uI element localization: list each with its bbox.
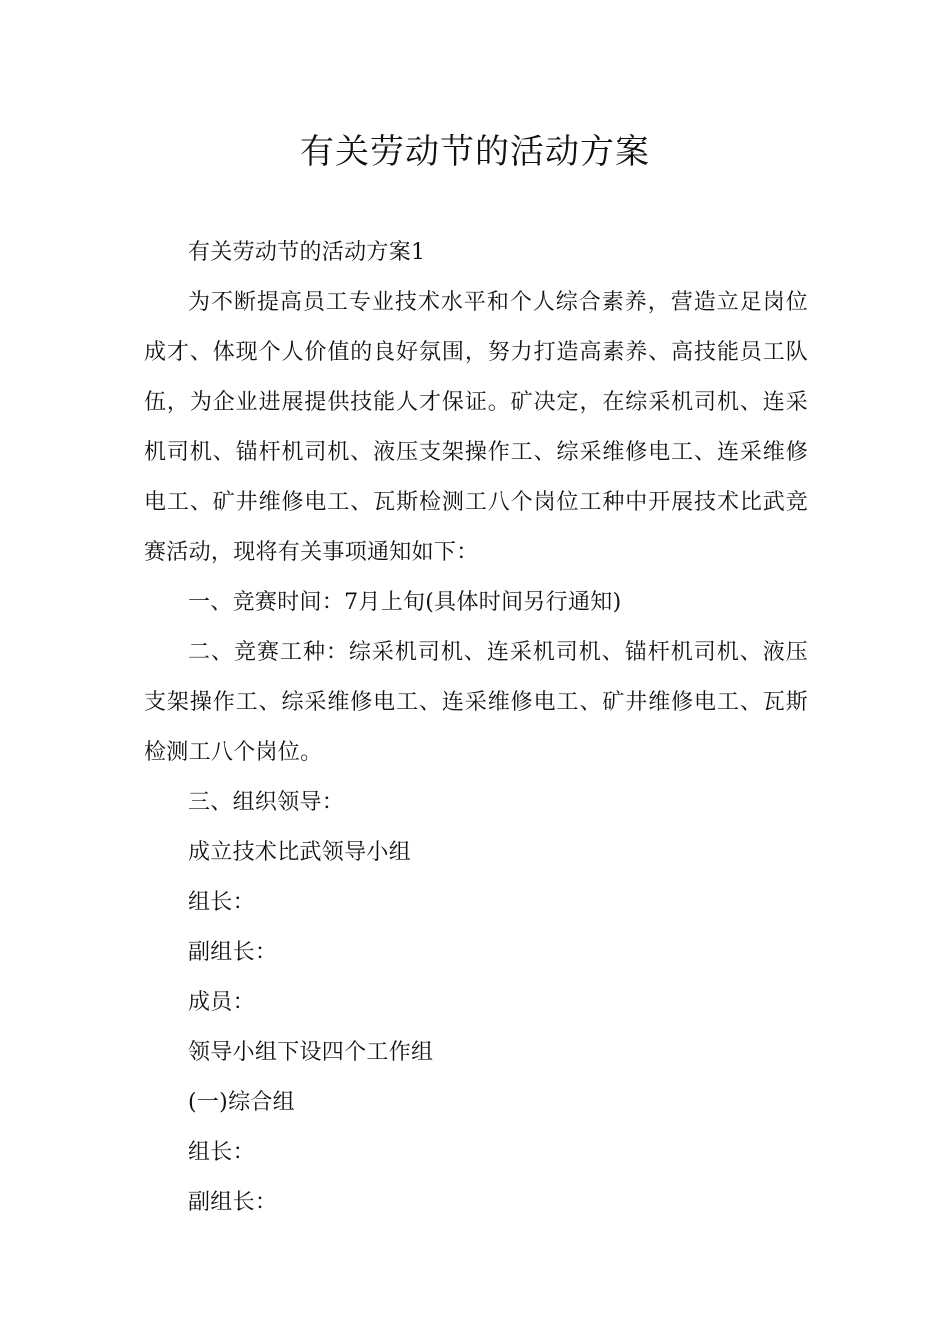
members-line: 成员： — [188, 990, 255, 1015]
working-groups-paragraph: 领导小组下设四个工作组 — [188, 1040, 434, 1065]
general-group-deputy-line: 副组长： — [188, 1190, 278, 1215]
deputy-leader-line: 副组长： — [188, 940, 278, 965]
document-body — [144, 228, 808, 1228]
intro-paragraph: 为不断提高员工专业技术水平和个人综合素养，营造立足岗位成才、体现个人价值的良好氛围，努力打造高素养、高技能员工队伍，为企业进展提供技能人才保证。矿决定，在综采机司机、连采机司机、锚杆机司机、液压支架操作工、综采维修电工、连采维修电工、矿井维修电工、瓦斯检测工八个岗位工种中开展技术比武竞赛活动，现将有关事项通知如下： — [144, 290, 808, 565]
general-group-heading: (一)综合组 — [188, 1090, 295, 1115]
leader-line: 组长： — [188, 890, 255, 915]
competition-time-paragraph: 一、竞赛时间：7月上旬(具体时间另行通知) — [188, 590, 622, 615]
subtitle-paragraph: 有关劳动节的活动方案1 — [188, 240, 426, 265]
general-group-leader-line: 组长： — [188, 1140, 255, 1165]
organization-heading: 三、组织领导： — [188, 790, 345, 815]
leadership-group-paragraph: 成立技术比武领导小组 — [188, 840, 412, 865]
document-title: 有关劳动节的活动方案 — [300, 132, 650, 172]
competition-types-paragraph: 二、竞赛工种：综采机司机、连采机司机、锚杆机司机、液压支架操作工、综采维修电工、连采维修电工、矿井维修电工、瓦斯检测工八个岗位。 — [144, 640, 808, 765]
